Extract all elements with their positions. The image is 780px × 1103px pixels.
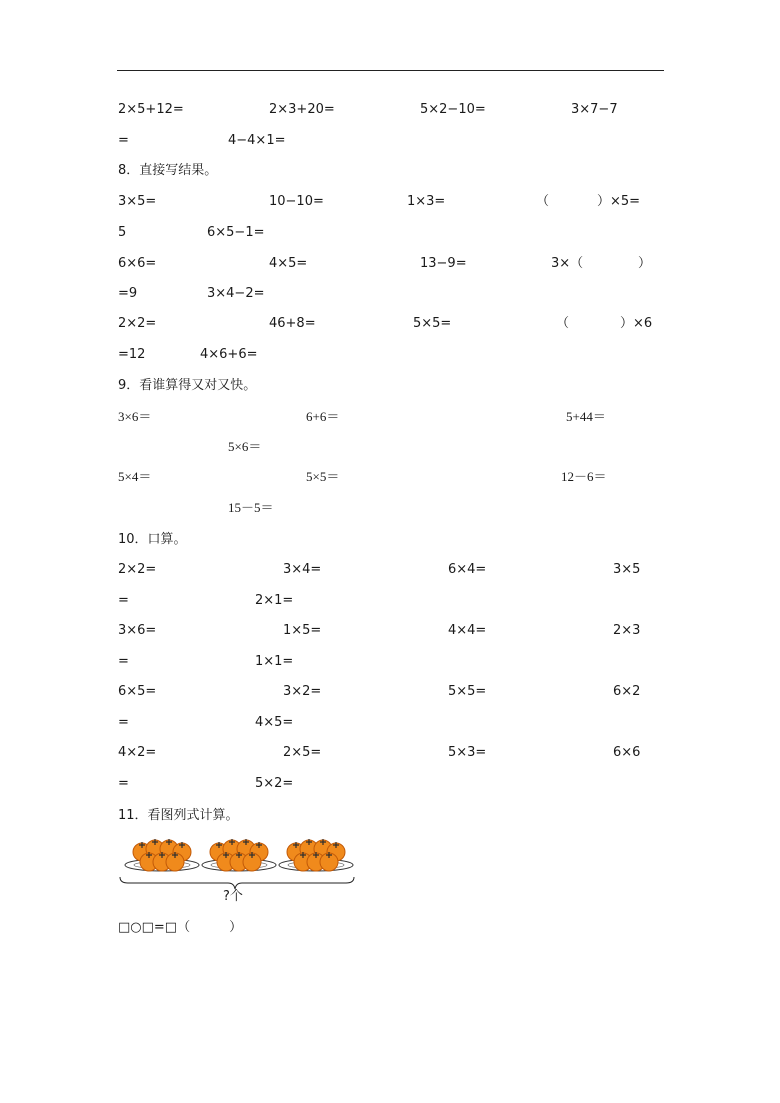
q7-expr: = (118, 133, 129, 148)
q10-expr: = (118, 593, 129, 608)
q9-expr: 15－5＝ (228, 500, 274, 515)
q10-expr: = (118, 654, 129, 669)
q9-expr: 6+6＝ (306, 409, 340, 424)
q8-expr: ）×5= (597, 194, 641, 209)
q8-blank-open: （ (536, 194, 550, 209)
q7-expr: 2×3+20= (269, 102, 335, 117)
q10-expr: 2×2= (118, 562, 157, 577)
q10-expr: 6×5= (118, 684, 157, 699)
q8-expr: 2×2= (118, 316, 157, 331)
q10-expr: 6×2 (613, 684, 641, 699)
q11-title: 11．看图列式计算。 (118, 808, 239, 823)
q10-expr: 4×2= (118, 745, 157, 760)
q10-expr: 6×4= (448, 562, 487, 577)
q10-title: 10．口算。 (118, 532, 187, 547)
q7-expr: 2×5+12= (118, 102, 184, 117)
q8-expr: 4×6+6= (200, 347, 258, 362)
q10-expr: 2×3 (613, 623, 641, 638)
q9-expr: 5×5＝ (306, 469, 340, 484)
q8-expr: 3×5= (118, 194, 157, 209)
q9-expr: 12－6＝ (561, 469, 607, 484)
q8-expr: 1×3= (407, 194, 446, 209)
q10-expr: 5×3= (448, 745, 487, 760)
q9-expr: 5+44＝ (566, 409, 606, 424)
q8-expr: 3×（ (551, 256, 584, 271)
q9-expr: 3×6＝ (118, 409, 152, 424)
q8-expr: 4×5= (269, 256, 308, 271)
q8-expr: 6×6= (118, 256, 157, 271)
q8-expr: 6×5−1= (207, 225, 265, 240)
q10-expr: 4×5= (255, 715, 294, 730)
q8-expr: 46+8= (269, 316, 316, 331)
q7-expr: 4−4×1= (228, 133, 286, 148)
q7-expr: 5×2−10= (420, 102, 486, 117)
q10-expr: = (118, 776, 129, 791)
q9-title: 9．看谁算得又对又快。 (118, 378, 257, 393)
q10-expr: 3×4= (283, 562, 322, 577)
q11-answer: □○□=□（ ） (118, 920, 243, 935)
q10-expr: 3×6= (118, 623, 157, 638)
q8-expr: ）×6 (620, 316, 653, 331)
q9-expr: 5×6＝ (228, 439, 262, 454)
q8-expr: 5×5= (413, 316, 452, 331)
q7-expr: 3×7−7 (571, 102, 618, 117)
q10-expr: 2×1= (255, 593, 294, 608)
q9-expr: 5×4＝ (118, 469, 152, 484)
q10-expr: 5×5= (448, 684, 487, 699)
q8-expr: 10−10= (269, 194, 324, 209)
q11-caption: ?个 (223, 889, 243, 904)
q8-expr: 13−9= (420, 256, 467, 271)
q10-expr: 3×5 (613, 562, 641, 577)
q8-expr: 5 (118, 225, 127, 240)
q10-expr: 5×2= (255, 776, 294, 791)
q8-blank-close: ） (638, 256, 652, 271)
q10-expr: 2×5= (283, 745, 322, 760)
q8-expr: =9 (118, 286, 138, 301)
q8-expr: 3×4−2= (207, 286, 265, 301)
grouping-brace (120, 877, 354, 889)
header-rule (117, 70, 664, 71)
q10-expr: 3×2= (283, 684, 322, 699)
q8-expr: =12 (118, 347, 146, 362)
q10-expr: = (118, 715, 129, 730)
q8-blank-open: （ (556, 316, 570, 331)
q8-title: 8．直接写结果。 (118, 163, 218, 178)
q10-expr: 1×1= (255, 654, 294, 669)
q10-expr: 6×6 (613, 745, 641, 760)
q10-expr: 4×4= (448, 623, 487, 638)
q10-expr: 1×5= (283, 623, 322, 638)
